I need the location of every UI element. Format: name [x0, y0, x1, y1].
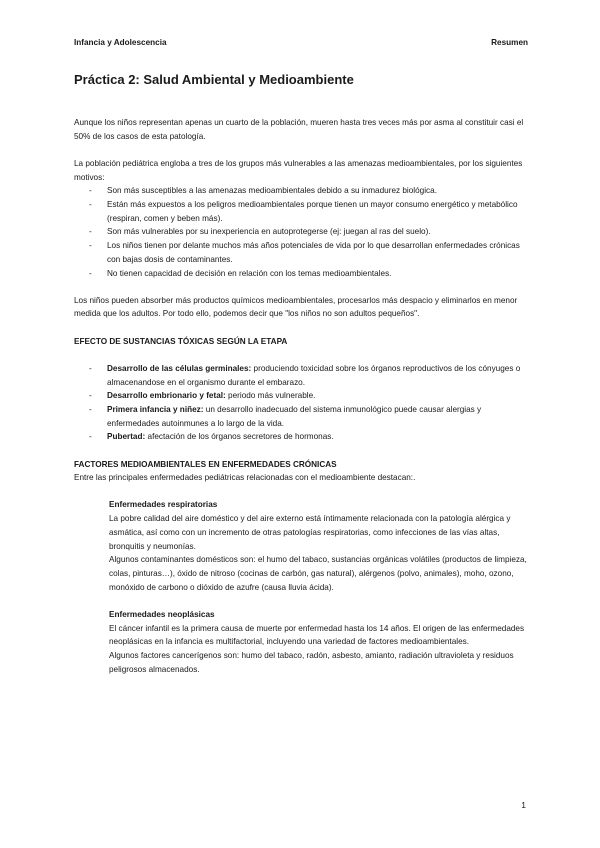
list-item: - Desarrollo de las células germinales: produciendo toxicidad sobre los órganos reproductivos de los cónyuges o almacenandose en el organismo durante el embarazo.: [74, 362, 530, 389]
neoplasicas-paragraph-1: El cáncer infantil es la primera causa de muerte por enfermedad hasta los 14 años. El origen de las enfermedades neoplásicas en la infancia es multifactorial, incluyendo una variedad de factores medioambientales.: [109, 623, 525, 647]
document-body: [74, 116, 530, 676]
vulnerable-list: [74, 184, 530, 280]
absorb-paragraph: Los niños pueden absorber más productos químicos medioambientales, procesarlos más despacio y eliminarlos en menor medida que los adultos. Por todo ello, podemos decir que "los niños no son adultos pequeños".: [74, 295, 518, 319]
list-item-term: Desarrollo embrionario y fetal: [107, 391, 224, 401]
page-number: 1: [521, 800, 526, 810]
respiratorias-paragraph-1: La pobre calidad del aire doméstico y del aire externo está íntimamente relacionada con la patología alérgica y asmática, así como con un incremento de otras patologías respiratorias, como infecciones de las vías altas, bronquitis y neumonías.: [109, 514, 511, 551]
list-item: - Están más expuestos a los peligros medioambientales porque tienen un mayor consumo energético y metabólico (respiran, comen y beben más).: [74, 198, 530, 225]
list-item-term: Primera infancia y niñez: [107, 404, 201, 414]
efecto-list: [74, 362, 530, 444]
list-item-text: periodo más vulnerable.: [225, 391, 316, 401]
list-item-text: afectación de los órganos secretores de hormonas.: [145, 432, 334, 442]
list-item: - Son más susceptibles a las amenazas medioambientales debido a su inmadurez biológica.: [74, 184, 530, 198]
page-title: Práctica 2: Salud Ambiental y Medioambiente: [74, 72, 354, 87]
header-course: Infancia y Adolescencia: [74, 38, 167, 47]
list-item-term: Desarrollo de las células germinales: [107, 363, 249, 373]
respiratorias-block: [74, 498, 530, 594]
respiratorias-paragraph-2: Algunos contaminantes domésticos son: el humo del tabaco, sustancias orgánicas volátiles (productos de limpieza, colas, pinturas…), óxido de nitroso (cocinas de carbón, gas natural), alérgenos (polvo, animales), moho, ozono, monóxido de carbono o dióxido de azufre (causa lluvia ácida).: [109, 555, 527, 592]
intro-paragraph: Aunque los niños representan apenas un cuarto de la población, mueren hasta tres veces más por asma al constituir casi el 50% de los casos de esta patología.: [74, 118, 524, 141]
list-item: - Los niños tienen por delante muchos más años potenciales de vida por lo que desarrollan enfermedades crónicas con bajas dosis de contaminantes.: [74, 239, 530, 266]
list-item: - Desarrollo embrionario y fetal: periodo más vulnerable.: [74, 389, 530, 403]
subsection-title-respiratorias: Enfermedades respiratorias: [109, 500, 218, 510]
subsection-title-neoplasicas: Enfermedades neoplásicas: [109, 609, 215, 619]
neoplasicas-block: [74, 608, 530, 677]
section-title-efecto: EFECTO DE SUSTANCIAS TÓXICAS SEGÚN LA ETAPA: [74, 336, 288, 346]
list-item: - Pubertad: afectación de los órganos secretores de hormonas.: [74, 430, 530, 444]
header-type: Resumen: [491, 38, 528, 47]
list-item-text: un desarrollo inadecuado del sistema inmunológico puede causar alergias y enfermedades autoinmunes a lo largo de la vida.: [107, 404, 482, 428]
list-item-text: produciendo toxicidad sobre los órganos reproductivos de los cónyuges o almacenandose en el organismo durante el embarazo.: [107, 363, 521, 387]
list-item: - No tienen capacidad de decisión en relación con los temas medioambientales.: [74, 267, 530, 281]
list-item-term: Pubertad: [107, 432, 143, 442]
list-item: - Son más vulnerables por su inexperiencia en autoprotegerse (ej: juegan al ras del suelo).: [74, 225, 530, 239]
list-item: - Primera infancia y niñez: un desarrollo inadecuado del sistema inmunológico puede causar alergias y enfermedades autoinmunes a lo largo de la vida.: [74, 403, 530, 430]
vulnerable-lead: La población pediátrica engloba a tres de los grupos más vulnerables a las amenazas medioambientales, por los siguientes motivos:: [74, 158, 523, 182]
neoplasicas-paragraph-2: Algunos factores cancerígenos son: humo del tabaco, radón, asbesto, amianto, radiación ultravioleta y residuos peligrosos almacenados.: [109, 651, 514, 674]
section-title-factores: FACTORES MEDIOAMBIENTALES EN ENFERMEDADES CRÓNICAS: [74, 459, 337, 469]
factores-lead: Entre las principales enfermedades pediátricas relacionadas con el medioambiente destacan:.: [74, 473, 416, 483]
